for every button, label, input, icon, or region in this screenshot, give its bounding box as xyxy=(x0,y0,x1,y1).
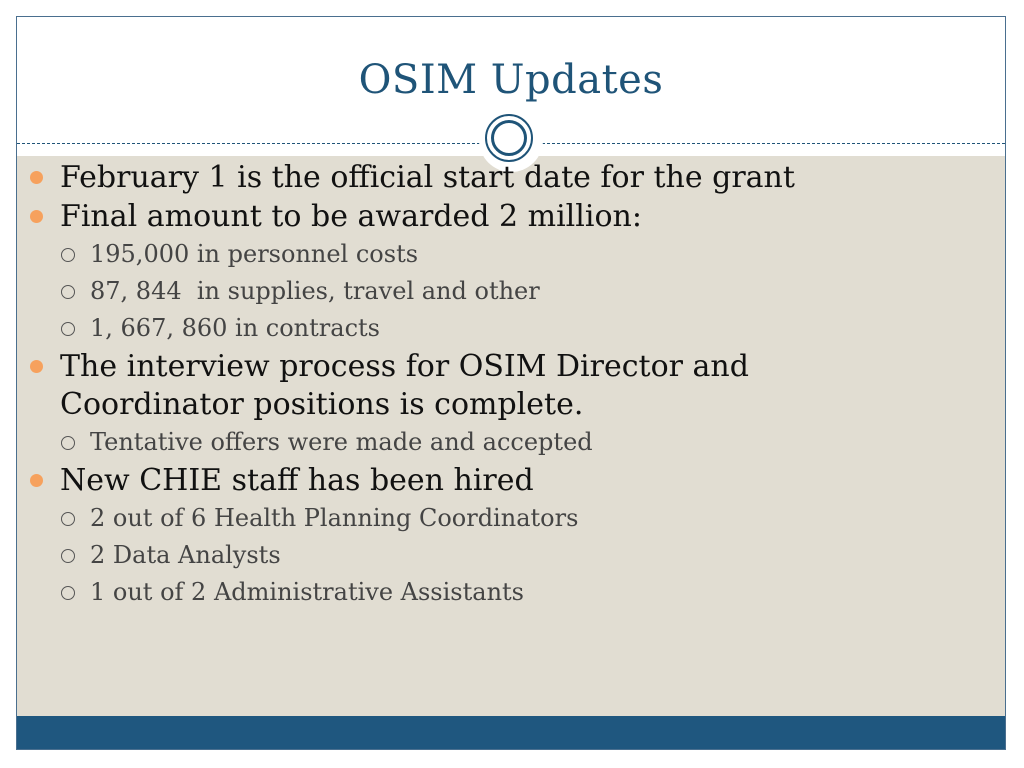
sub-bullet-item xyxy=(30,310,950,347)
filled-circle-bullet-icon xyxy=(30,171,43,184)
hollow-circle-bullet-icon xyxy=(61,322,75,336)
sub-bullet-text: Tentative offers were made and accepted xyxy=(90,428,593,456)
sub-bullet-item xyxy=(30,424,950,461)
sub-bullet-text: 87, 844 in supplies, travel and other xyxy=(90,277,540,305)
slide-title: OSIM Updates xyxy=(358,57,664,103)
hollow-circle-bullet-icon xyxy=(61,248,75,262)
sub-bullet-text: 2 out of 6 Health Planning Coordinators xyxy=(90,504,579,532)
bullet-text: February 1 is the official start date for the grant xyxy=(60,160,795,195)
sub-bullet-item xyxy=(30,574,950,611)
hollow-circle-bullet-icon xyxy=(61,436,75,450)
sub-bullet-text: 1, 667, 860 in contracts xyxy=(90,314,380,342)
filled-circle-bullet-icon xyxy=(30,360,43,373)
filled-circle-bullet-icon xyxy=(30,474,43,487)
sub-bullet-text: 195,000 in personnel costs xyxy=(90,240,419,268)
double-ring-icon xyxy=(485,114,533,162)
bullet-item xyxy=(30,159,950,197)
bullet-text: Final amount to be awarded 2 million: xyxy=(60,199,642,234)
bullet-list xyxy=(30,158,950,611)
sub-bullet-text: 2 Data Analysts xyxy=(90,541,281,569)
inner-ring xyxy=(491,120,527,156)
bullet-item xyxy=(30,348,950,424)
hollow-circle-bullet-icon xyxy=(61,549,75,563)
hollow-circle-bullet-icon xyxy=(61,285,75,299)
bullet-item xyxy=(30,462,950,500)
sub-bullet-item xyxy=(30,273,950,310)
bullet-text: The interview process for OSIM Director and Coordinator positions is complete. xyxy=(60,349,749,422)
sub-bullet-item xyxy=(30,537,950,574)
sub-bullet-item xyxy=(30,500,950,537)
filled-circle-bullet-icon xyxy=(30,210,43,223)
footer-bar xyxy=(17,716,1005,750)
hollow-circle-bullet-icon xyxy=(61,586,75,600)
bullet-item xyxy=(30,198,950,236)
hollow-circle-bullet-icon xyxy=(61,512,75,526)
bullet-text: New CHIE staff has been hired xyxy=(60,463,534,498)
sub-bullet-item xyxy=(30,236,950,273)
sub-bullet-text: 1 out of 2 Administrative Assistants xyxy=(90,578,524,606)
